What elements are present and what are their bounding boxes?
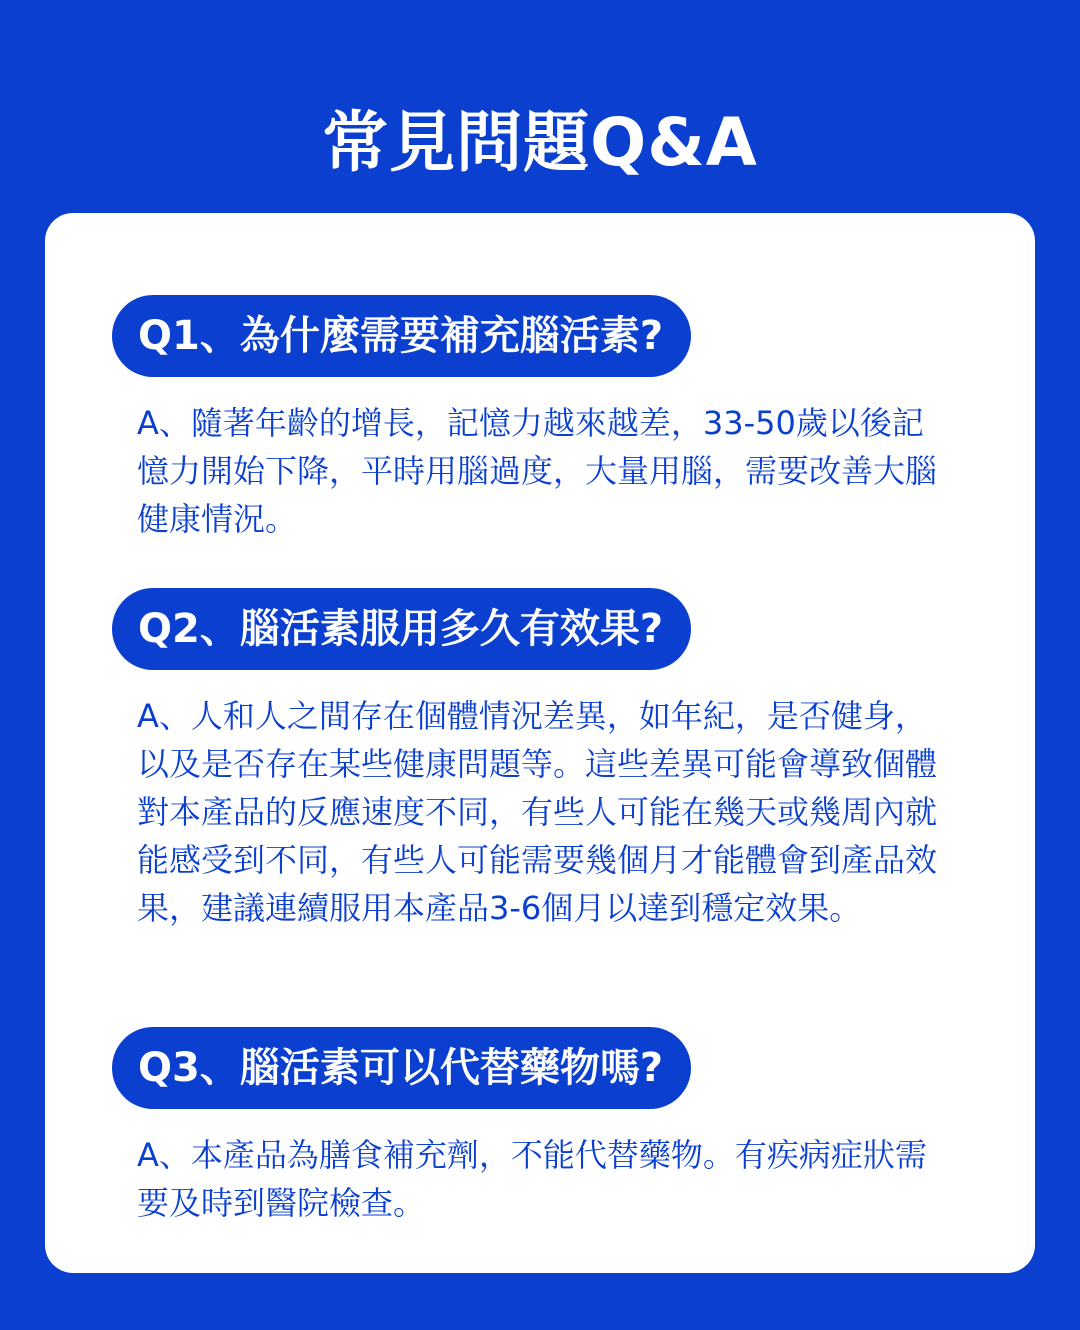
answer-text-1: A、隨著年齡的增長，記憶力越來越差，33-50歲以後記憶力開始下降，平時用腦過度，大量用腦，需要改善大腦健康情況。 xyxy=(137,404,938,538)
page-title: 常見問題Q&A xyxy=(322,104,758,181)
question-pill-2: Q2、腦活素服用多久有效果? xyxy=(112,588,691,670)
answer-text-2: A、人和人之間存在個體情況差異，如年紀，是否健身，以及是否存在某些健康問題等。這些差異可能會導致個體對本產品的反應速度不同，有些人可能在幾天或幾周內就能感受到不同，有些人可能需要幾個月才能體會到產品效果，建議連續服用本產品3-6個月以達到穩定效果。 xyxy=(137,697,938,927)
answer-text-3: A、本產品為膳食補充劑，不能代替藥物。有疾病症狀需要及時到醫院檢查。 xyxy=(137,1136,927,1222)
question-pill-1: Q1、為什麼需要補充腦活素? xyxy=(112,295,691,377)
faq-item-3 xyxy=(112,1027,992,1227)
faq-item-2 xyxy=(112,588,992,932)
faq-item-1 xyxy=(112,295,992,543)
question-pill-3: Q3、腦活素可以代替藥物嗎? xyxy=(112,1027,691,1109)
faq-card xyxy=(45,213,1035,1273)
